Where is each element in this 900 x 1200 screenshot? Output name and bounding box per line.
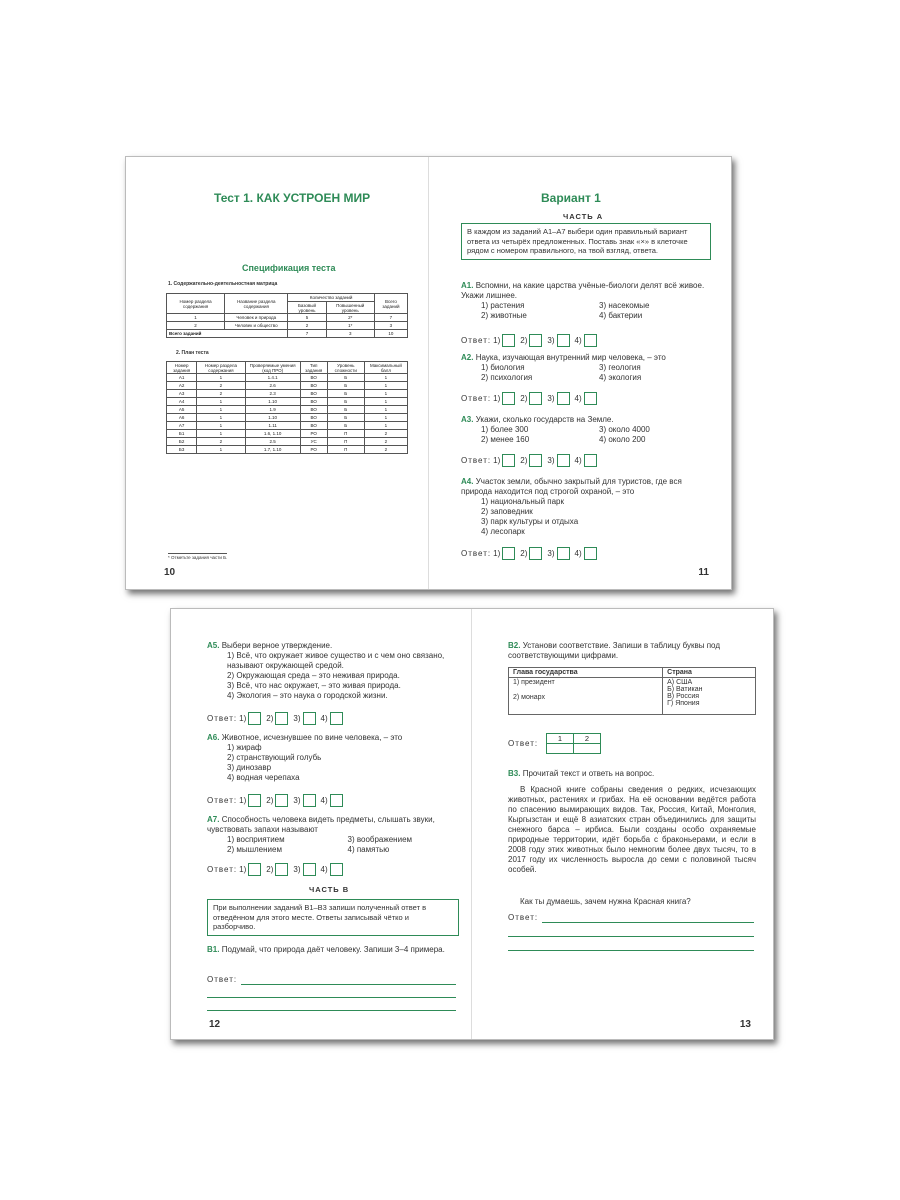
question-text: Участок земли, обычно закрытый для туристов, где вся природа находится под строгой охраной, – это — [461, 477, 682, 496]
answer-num: 4) — [574, 549, 582, 558]
question-number: В2. — [508, 641, 521, 650]
question-a1 — [461, 281, 711, 321]
table-row — [167, 438, 408, 446]
answer-checkbox[interactable] — [502, 392, 515, 405]
question-b3 — [508, 769, 758, 779]
question-a6 — [207, 733, 462, 783]
table-cell: А7 — [167, 422, 197, 430]
question-number: А1. — [461, 281, 474, 290]
table-row — [167, 330, 408, 338]
match-right-item: В) Россия — [667, 693, 700, 700]
table-row — [167, 374, 408, 382]
table-cell: ВО — [300, 398, 327, 406]
table-cell: 1.4.1 — [245, 374, 300, 382]
option: 2) заповедник — [481, 507, 533, 516]
answer-checkbox[interactable] — [248, 712, 261, 725]
answer-row-a7 — [207, 863, 346, 876]
answer-num: 4) — [320, 796, 328, 805]
answer-num: 3) — [547, 336, 555, 345]
page-13 — [472, 609, 773, 1039]
answer-checkbox[interactable] — [502, 547, 515, 560]
table-cell: 7 — [288, 330, 326, 338]
answer-num: 3) — [547, 549, 555, 558]
spec-title: Спецификация теста — [242, 263, 336, 273]
table-cell: 2.3 — [245, 390, 300, 398]
option: 1) биология — [481, 363, 525, 372]
table-cell: 1 — [364, 374, 407, 382]
table-cell: 1.9 — [245, 406, 300, 414]
answer-row-a2 — [461, 392, 600, 405]
table-cell: ВО — [300, 422, 327, 430]
table-cell: Человек и общество — [225, 322, 288, 330]
option: 4) Экология – это наука о городской жизни. — [227, 691, 388, 700]
table-cell: 1 — [364, 390, 407, 398]
option: 4) бактерии — [599, 311, 643, 320]
answer-num: 2) — [520, 549, 528, 558]
table-cell: 2 — [364, 438, 407, 446]
table-cell: 1.6, 1.10 — [245, 430, 300, 438]
page-number: 11 — [698, 567, 709, 578]
answer-num: 4) — [574, 456, 582, 465]
test-plan-table — [166, 361, 408, 454]
table-cell: 1 — [364, 398, 407, 406]
answer-grid-header: 1 — [547, 734, 574, 744]
matrix-subheader: Базовый уровень — [288, 302, 326, 314]
answer-num: 3) — [547, 456, 555, 465]
option: 4) памятью — [347, 845, 390, 854]
answer-num: 2) — [520, 336, 528, 345]
answer-checkbox[interactable] — [529, 334, 542, 347]
answer-num: 3) — [547, 394, 555, 403]
table-cell: Человек и природа — [225, 314, 288, 322]
table-cell: А3 — [167, 390, 197, 398]
table-cell: Б1 — [167, 430, 197, 438]
option: 1) Всё, что окружает живое существо и с чем оно связано, называют окружающей средой. — [227, 651, 445, 670]
answer-num: 3) — [293, 865, 301, 874]
answer-checkbox[interactable] — [529, 454, 542, 467]
table-cell: УС — [300, 438, 327, 446]
question-text: Подумай, что природа даёт человеку. Запиши 3–4 примера. — [221, 945, 445, 954]
table-cell: 2 — [364, 430, 407, 438]
option: 3) геология — [599, 363, 641, 372]
variant-title: Вариант 1 — [541, 191, 601, 205]
table-cell: 2 — [364, 446, 407, 454]
table-cell: 1.11 — [245, 422, 300, 430]
answer-num: 1) — [239, 714, 247, 723]
page-10 — [126, 157, 428, 589]
option: 2) менее 160 — [481, 435, 530, 444]
answer-label: Ответ: — [508, 739, 539, 748]
table-cell: А1 — [167, 374, 197, 382]
answer-checkbox[interactable] — [303, 794, 316, 807]
answer-label: Ответ: — [461, 394, 492, 403]
table-cell: Б — [327, 422, 364, 430]
answer-row-a1 — [461, 334, 600, 347]
answer-checkbox[interactable] — [557, 454, 570, 467]
page-number: 12 — [209, 1019, 221, 1030]
question-b1 — [207, 945, 457, 955]
matrix-header: Номер раздела содержания — [167, 294, 225, 314]
matrix-header: Всего заданий — [374, 294, 407, 314]
table-row — [167, 398, 408, 406]
answer-num: 1) — [493, 456, 501, 465]
table-cell: 2* — [326, 314, 374, 322]
answer-line[interactable] — [508, 950, 754, 951]
table-cell: 7 — [374, 314, 407, 322]
table-cell: Б — [327, 414, 364, 422]
question-a4 — [461, 477, 711, 537]
option: 4) около 200 — [599, 435, 646, 444]
option: 1) жираф — [227, 743, 262, 752]
option: 1) более 300 — [481, 425, 529, 434]
table-cell: ВО — [300, 390, 327, 398]
option: 3) насекомые — [599, 301, 650, 310]
option: 3) динозавр — [227, 763, 272, 772]
test-title: Тест 1. КАК УСТРОЕН МИР — [214, 191, 371, 205]
table-row — [167, 406, 408, 414]
answer-checkbox[interactable] — [584, 334, 597, 347]
table-row — [167, 322, 408, 330]
table-row — [167, 382, 408, 390]
question-text: Способность человека видеть предметы, слышать звуки, чувствовать запахи называют — [207, 815, 435, 834]
answer-label: Ответ: — [207, 714, 238, 723]
match-left-item: 1) президент — [513, 679, 555, 686]
answer-num: 1) — [493, 549, 501, 558]
answer-checkbox[interactable] — [529, 392, 542, 405]
option: 3) около 4000 — [599, 425, 650, 434]
table-cell: 1 — [197, 398, 245, 406]
answer-grid-header: 2 — [574, 734, 601, 744]
table-cell: Б — [327, 390, 364, 398]
table-cell: Б2 — [167, 438, 197, 446]
table-cell: 1.10 — [245, 398, 300, 406]
plan-header: Уровень сложности — [327, 362, 364, 374]
answer-checkbox[interactable] — [303, 863, 316, 876]
table-cell: Б — [327, 398, 364, 406]
answer-num: 4) — [320, 865, 328, 874]
table-cell: ВО — [300, 374, 327, 382]
match-right-item: Б) Ватикан — [667, 686, 703, 693]
matrix-title: 1. Содержательно-деятельностная матрица — [168, 281, 278, 287]
table-row — [167, 430, 408, 438]
answer-num: 2) — [520, 394, 528, 403]
table-cell: 2.6 — [245, 382, 300, 390]
matrix-header: Название раздела содержания — [225, 294, 288, 314]
answer-num: 1) — [493, 394, 501, 403]
workbook-spread-bottom — [170, 608, 774, 1040]
table-cell: 1.7, 1.10 — [245, 446, 300, 454]
answer-row-a4 — [461, 547, 600, 560]
table-cell: 1.10 — [245, 414, 300, 422]
table-cell: 3 — [374, 322, 407, 330]
answer-row-a3 — [461, 454, 600, 467]
question-text: Установи соответствие. Запиши в таблицу буквы под соответствующими цифрами. — [508, 641, 720, 660]
table-cell: Б3 — [167, 446, 197, 454]
plan-header: Проверяемые умения (код ПРО) — [245, 362, 300, 374]
question-a2 — [461, 353, 711, 383]
match-right-item: Г) Япония — [667, 700, 700, 707]
answer-line[interactable] — [542, 922, 754, 923]
answer-num: 2) — [266, 865, 274, 874]
table-cell: 1 — [197, 414, 245, 422]
table-cell: Б — [327, 374, 364, 382]
table-cell: 2 — [197, 390, 245, 398]
option: 2) странствующий голубь — [227, 753, 322, 762]
table-cell: А6 — [167, 414, 197, 422]
answer-num: 4) — [574, 394, 582, 403]
answer-checkbox[interactable] — [248, 794, 261, 807]
option: 2) животные — [481, 311, 527, 320]
option: 1) восприятием — [227, 835, 285, 844]
table-cell: 1 — [197, 430, 245, 438]
content-matrix-table — [166, 293, 408, 338]
matrix-header: Количество заданий — [288, 294, 374, 302]
part-a-label: ЧАСТЬ А — [563, 212, 604, 221]
question-number: А6. — [207, 733, 220, 742]
question-number: А5. — [207, 641, 220, 650]
table-cell: 10 — [374, 330, 407, 338]
option: 2) Окружающая среда – это неживая природа. — [227, 671, 400, 680]
page-number: 10 — [164, 567, 176, 578]
table-cell: Б — [327, 406, 364, 414]
matrix-subheader: Повышенный уровень — [326, 302, 374, 314]
match-header: Страна — [663, 668, 756, 678]
answer-checkbox[interactable] — [502, 334, 515, 347]
answer-grid — [546, 733, 601, 754]
table-cell: А2 — [167, 382, 197, 390]
answer-num: 2) — [266, 714, 274, 723]
question-text: Вспомни, на какие царства учёные-биологи делят всё живое. Укажи лишнее. — [461, 281, 705, 300]
answer-checkbox[interactable] — [330, 863, 343, 876]
answer-checkbox[interactable] — [584, 547, 597, 560]
answer-checkbox[interactable] — [248, 863, 261, 876]
question-number: А4. — [461, 477, 474, 486]
answer-num: 2) — [520, 456, 528, 465]
table-cell: П — [327, 430, 364, 438]
table-cell: 1 — [364, 414, 407, 422]
answer-checkbox[interactable] — [584, 392, 597, 405]
workbook-spread-top — [125, 156, 732, 590]
answer-checkbox[interactable] — [330, 712, 343, 725]
answer-checkbox[interactable] — [502, 454, 515, 467]
option: 2) мышлением — [227, 845, 282, 854]
answer-grid-cell[interactable] — [547, 744, 574, 754]
question-a5 — [207, 641, 462, 701]
table-cell: П — [327, 446, 364, 454]
question-number: А7. — [207, 815, 220, 824]
answer-checkbox[interactable] — [529, 547, 542, 560]
table-cell: РО — [300, 446, 327, 454]
option: 4) водная черепаха — [227, 773, 300, 782]
table-cell: А5 — [167, 406, 197, 414]
table-cell: РО — [300, 430, 327, 438]
b3-passage: В Красной книге собраны сведения о редких, исчезающих животных, растениях и грибах. На её основании ведётся работа по спасению вымирающих видов. Так, Россия, Китай, Монголия, Кыргызстан и ещё 8 азиатских стран объединились для защиты снежного барса – ирбиса. Были созданы особо охраняемые природные территории, идёт борьба с браконьерами, и если в 2008 году этих животных было немногим более двух тысяч, то в 2017 году их численность выросла до семи с половиной тысяч особей. — [508, 785, 756, 874]
option: 4) экология — [599, 373, 642, 382]
plan-header: Максимальный балл — [364, 362, 407, 374]
answer-line[interactable] — [241, 984, 456, 985]
table-cell: 1 — [364, 406, 407, 414]
plan-header: Тип задания — [300, 362, 327, 374]
answer-num: 1) — [239, 865, 247, 874]
page-11 — [429, 157, 731, 589]
table-cell: 1 — [197, 422, 245, 430]
table-row — [167, 446, 408, 454]
answer-label: Ответ: — [508, 913, 539, 922]
answer-num: 1) — [493, 336, 501, 345]
answer-label: Ответ: — [207, 975, 238, 984]
table-row — [167, 414, 408, 422]
answer-row-a6 — [207, 794, 346, 807]
option: 2) психология — [481, 373, 533, 382]
table-cell: 1 — [197, 374, 245, 382]
answer-checkbox[interactable] — [275, 712, 288, 725]
question-text: Укажи, сколько государств на Земле. — [475, 415, 614, 424]
answer-label: Ответ: — [207, 796, 238, 805]
table-row — [167, 422, 408, 430]
table-cell: 1* — [326, 322, 374, 330]
answer-num: 4) — [320, 714, 328, 723]
answer-row-a5 — [207, 712, 346, 725]
plan-title: 2. План теста — [176, 350, 209, 356]
answer-checkbox[interactable] — [557, 334, 570, 347]
instruction-box: При выполнении заданий В1–В3 запиши полученный ответ в отведённом для этого месте. Ответы записывай чётко и разборчиво. — [207, 899, 459, 936]
answer-grid-cell[interactable] — [574, 744, 601, 754]
option: 1) национальный парк — [481, 497, 564, 506]
answer-num: 3) — [293, 796, 301, 805]
table-cell: 1 — [167, 314, 225, 322]
table-cell: 1 — [197, 446, 245, 454]
footnote: * Отметьте задания части Б. — [168, 555, 228, 560]
table-cell: 2.5 — [245, 438, 300, 446]
table-cell: П — [327, 438, 364, 446]
answer-label: Ответ: — [461, 336, 492, 345]
answer-label: Ответ: — [461, 549, 492, 558]
question-number: В1. — [207, 945, 220, 954]
answer-checkbox[interactable] — [557, 392, 570, 405]
table-cell: ВО — [300, 414, 327, 422]
table-cell: 1 — [364, 422, 407, 430]
page-number: 13 — [739, 1019, 751, 1030]
answer-checkbox[interactable] — [557, 547, 570, 560]
answer-num: 2) — [266, 796, 274, 805]
table-cell: 3 — [326, 330, 374, 338]
match-right-item: А) США — [667, 679, 693, 686]
answer-checkbox[interactable] — [275, 863, 288, 876]
option: 3) воображением — [347, 835, 413, 844]
plan-header: Номер раздела содержания — [197, 362, 245, 374]
table-cell: 5 — [288, 314, 326, 322]
question-text: Прочитай текст и ответь на вопрос. — [522, 769, 655, 778]
matching-table — [508, 667, 756, 715]
option: 3) Всё, что нас окружает, – это живая природа. — [227, 681, 401, 690]
question-text: Животное, исчезнувшее по вине человека, – это — [221, 733, 403, 742]
table-row — [167, 390, 408, 398]
table-cell: ВО — [300, 406, 327, 414]
table-row — [167, 314, 408, 322]
answer-checkbox[interactable] — [303, 712, 316, 725]
match-left-item: 2) монарх — [513, 694, 545, 701]
question-text: Выбери верное утверждение. — [221, 641, 333, 650]
table-cell: 2 — [288, 322, 326, 330]
plan-header: Номер задания — [167, 362, 197, 374]
part-b-label: ЧАСТЬ В — [309, 885, 350, 894]
table-cell: А4 — [167, 398, 197, 406]
question-number: В3. — [508, 769, 521, 778]
answer-line[interactable] — [207, 997, 456, 998]
answer-num: 4) — [574, 336, 582, 345]
table-cell: 2 — [167, 322, 225, 330]
question-b2 — [508, 641, 758, 661]
table-cell: Б — [327, 382, 364, 390]
question-text: Наука, изучающая внутренний мир человека, – это — [475, 353, 666, 362]
table-cell: 2 — [197, 438, 245, 446]
question-number: А3. — [461, 415, 474, 424]
table-cell: 2 — [197, 382, 245, 390]
answer-label: Ответ: — [461, 456, 492, 465]
answer-checkbox[interactable] — [584, 454, 597, 467]
table-cell: 1 — [197, 406, 245, 414]
option: 3) парк культуры и отдыха — [481, 517, 579, 526]
match-header: Глава государства — [509, 668, 663, 678]
answer-num: 1) — [239, 796, 247, 805]
page-12 — [171, 609, 471, 1039]
answer-checkbox[interactable] — [275, 794, 288, 807]
question-a7 — [207, 815, 462, 855]
answer-line[interactable] — [508, 936, 754, 937]
question-number: А2. — [461, 353, 474, 362]
instruction-box: В каждом из заданий А1–А7 выбери один правильный вариант ответа из четырёх предложенных. Поставь знак «×» в клеточке рядом с номером правильного, на твой взгляд, ответа. — [461, 223, 711, 260]
answer-num: 3) — [293, 714, 301, 723]
answer-line[interactable] — [207, 1010, 456, 1011]
option: 1) растения — [481, 301, 525, 310]
table-cell: ВО — [300, 382, 327, 390]
question-a3 — [461, 415, 711, 445]
table-cell: 1 — [364, 382, 407, 390]
answer-label: Ответ: — [207, 865, 238, 874]
answer-checkbox[interactable] — [330, 794, 343, 807]
table-cell: Всего заданий — [167, 330, 288, 338]
option: 4) лесопарк — [481, 527, 525, 536]
b3-question: Как ты думаешь, зачем нужна Красная книга? — [520, 897, 691, 906]
